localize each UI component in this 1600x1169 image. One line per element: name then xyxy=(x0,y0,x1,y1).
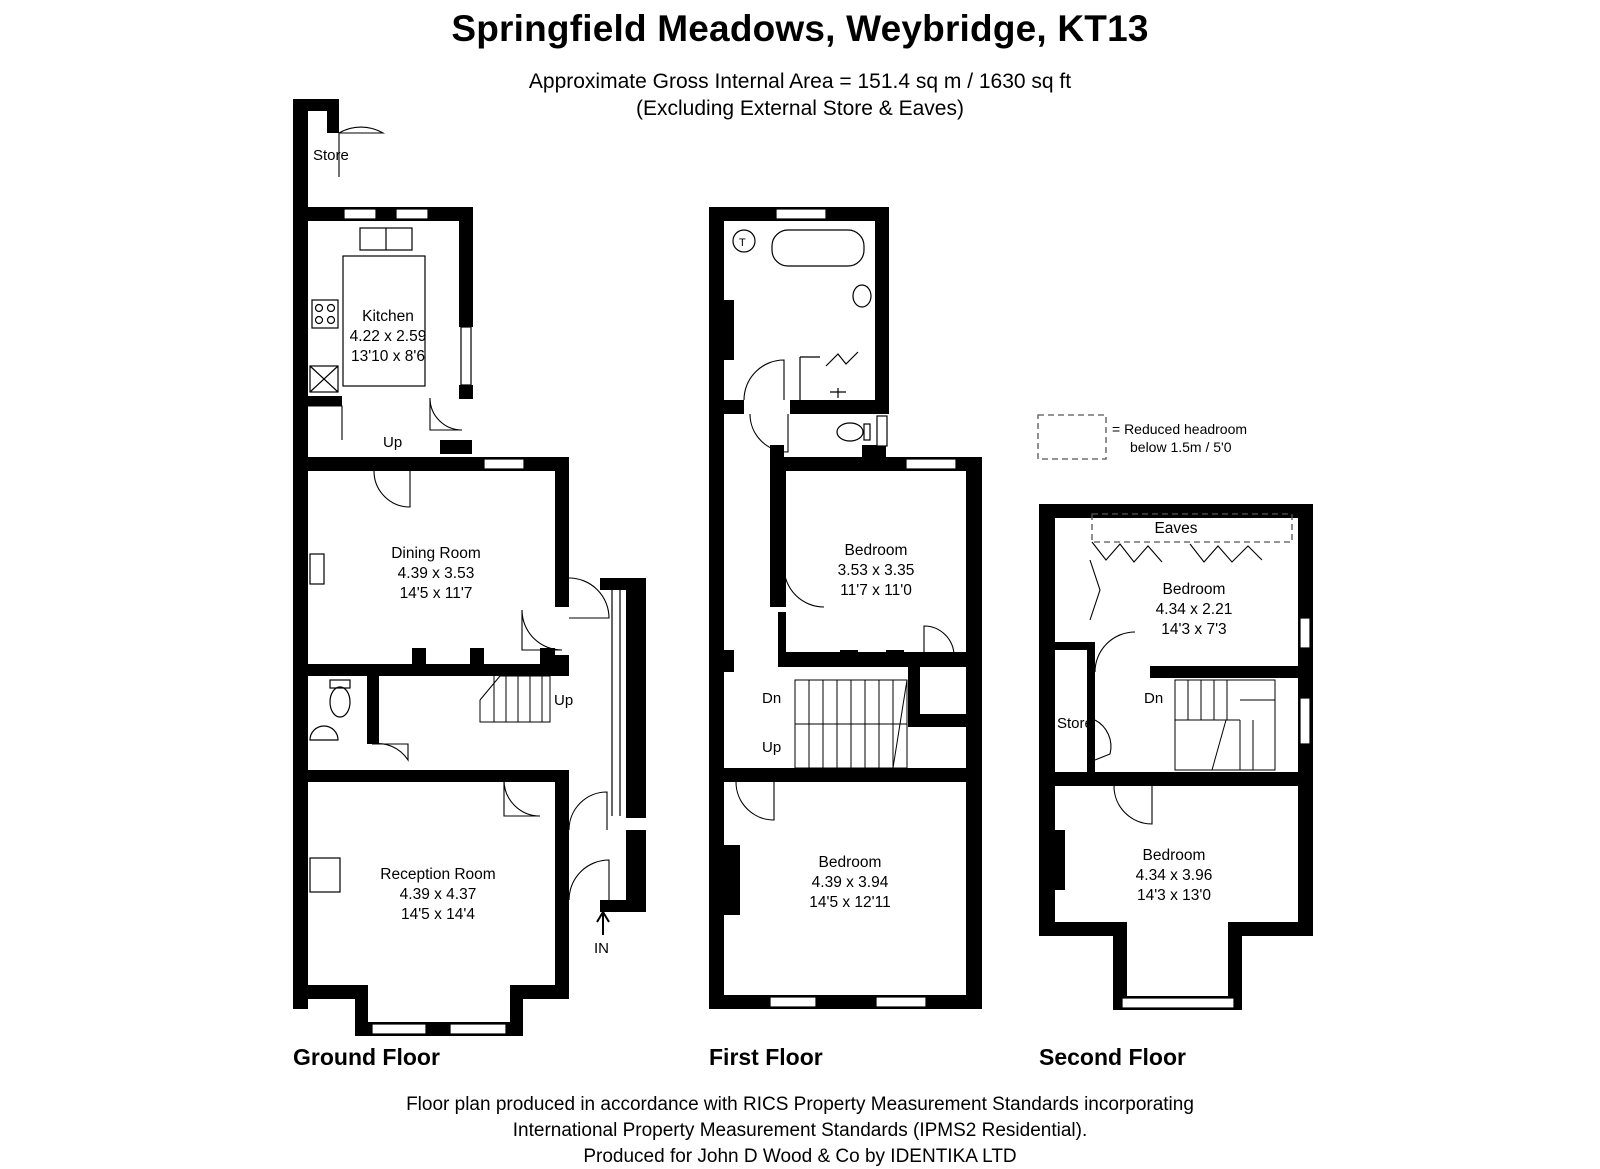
entrance-arrow-icon xyxy=(597,912,609,935)
reception-fireplace-icon xyxy=(310,858,340,892)
second-rear-bedroom-door[interactable] xyxy=(1095,632,1135,672)
second-rear-bedroom-imperial: 14'3 x 7'3 xyxy=(1161,621,1227,638)
footer-line-3: Produced for John D Wood & Co by IDENTIKA LTD xyxy=(583,1146,1017,1167)
second-rear-bedroom-metric: 4.34 x 2.21 xyxy=(1155,601,1233,618)
first-front-bedroom-door[interactable] xyxy=(736,782,774,820)
dining-fireplace-icon xyxy=(310,554,324,584)
second-front-bedroom-north-wall xyxy=(1055,772,1298,786)
first-front-window-2 xyxy=(876,997,926,1007)
first-east-wall xyxy=(966,457,982,1009)
kitchen-back-door[interactable] xyxy=(430,398,462,430)
kitchen-imperial: 13'10 x 8'6 xyxy=(350,348,426,365)
second-rear-window xyxy=(1300,618,1310,648)
first-rear-bedroom-window xyxy=(906,459,956,469)
reception-metric: 4.39 x 4.37 xyxy=(399,886,477,903)
basin-icon xyxy=(310,726,338,740)
first-south-wall xyxy=(709,995,982,1009)
first-up-label: Up xyxy=(762,739,782,756)
first-front-bedroom-metric: 4.39 x 3.94 xyxy=(811,874,889,891)
reception-window-2 xyxy=(450,1024,506,1034)
second-rear-bedroom-name: Bedroom xyxy=(1162,581,1226,598)
second-north-wall xyxy=(1039,504,1313,518)
kitchen-north-wall xyxy=(293,207,473,221)
first-front-window-1 xyxy=(770,997,816,1007)
first-rear-bedroom-imperial: 11'7 x 11'0 xyxy=(840,582,912,599)
reception-north-wall xyxy=(293,770,569,782)
footer-line-1: Floor plan produced in accordance with RICS Property Measurement Standards incorporating xyxy=(406,1094,1194,1115)
first-front-bedroom-imperial: 14'5 x 12'11 xyxy=(809,894,891,911)
second-down-label: Dn xyxy=(1144,690,1164,707)
second-floor-plan xyxy=(1039,504,1313,1070)
kitchen-metric: 4.22 x 2.59 xyxy=(349,328,427,345)
first-front-bedroom-north-wall xyxy=(724,768,966,782)
exclusion-note: (Excluding External Store & Eaves) xyxy=(636,97,964,120)
kitchen-window-1 xyxy=(344,209,376,219)
eaves-wardrobe-doors[interactable] xyxy=(1092,542,1262,562)
first-floor-label: First Floor xyxy=(709,1044,823,1070)
hall-east-wall xyxy=(626,578,646,818)
legend-line-1: = Reduced headroom xyxy=(1112,421,1248,437)
wc-window xyxy=(877,416,887,446)
dining-imperial: 14'5 x 11'7 xyxy=(399,585,473,602)
first-toilet-icon xyxy=(837,423,863,441)
second-front-bedroom-imperial: 14'3 x 13'0 xyxy=(1136,887,1212,904)
second-front-window xyxy=(1122,998,1234,1008)
dining-hall-door[interactable] xyxy=(522,610,562,650)
second-floor-label: Second Floor xyxy=(1039,1044,1186,1070)
kitchen-side-window xyxy=(461,327,471,385)
legend xyxy=(1038,415,1247,459)
bathtub-icon xyxy=(772,230,864,266)
hob-icon xyxy=(312,300,338,328)
dining-name: Dining Room xyxy=(391,545,481,562)
ground-floor-label: Ground Floor xyxy=(293,1044,440,1070)
cupboard-door[interactable] xyxy=(924,626,954,656)
ground-stairs-up-label: Up xyxy=(554,692,574,709)
first-down-label: Dn xyxy=(762,690,782,707)
dining-north-wall xyxy=(293,457,569,471)
footer-line-2: International Property Measurement Standards (IPMS2 Residential). xyxy=(512,1120,1088,1141)
front-door[interactable] xyxy=(569,860,609,900)
first-staircase xyxy=(795,680,907,768)
ground-floor-plan xyxy=(293,99,646,1070)
ground-west-wall xyxy=(293,99,308,1009)
bathroom-window xyxy=(776,209,826,219)
second-landing-window xyxy=(1300,698,1310,744)
reception-name: Reception Room xyxy=(380,866,496,883)
kitchen-window-2 xyxy=(396,209,428,219)
first-rear-bedroom-name: Bedroom xyxy=(844,542,908,559)
second-front-bedroom-name: Bedroom xyxy=(1142,847,1206,864)
reception-window-1 xyxy=(372,1024,426,1034)
second-west-wall xyxy=(1039,504,1055,936)
reduced-headroom-swatch xyxy=(1038,415,1106,459)
ground-staircase xyxy=(480,676,550,722)
reception-door[interactable] xyxy=(504,780,540,816)
first-rear-bedroom-metric: 3.53 x 3.35 xyxy=(837,562,915,579)
second-staircase xyxy=(1175,680,1275,770)
first-west-wall xyxy=(709,207,724,1009)
plan-title: Springfield Meadows, Weybridge, KT13 xyxy=(451,8,1149,49)
second-front-bedroom-door[interactable] xyxy=(1114,786,1152,824)
bathroom-door[interactable] xyxy=(744,360,784,400)
eaves-label: Eaves xyxy=(1154,520,1198,537)
tank-label: T xyxy=(739,237,746,249)
reception-imperial: 14'5 x 14'4 xyxy=(400,906,476,923)
second-store-label: Store xyxy=(1057,715,1093,732)
dining-metric: 4.39 x 3.53 xyxy=(397,565,475,582)
wc-door[interactable] xyxy=(372,744,408,760)
ground-mid-wall xyxy=(293,664,569,676)
dining-door[interactable] xyxy=(374,471,410,507)
gross-area-text: Approximate Gross Internal Area = 151.4 sq m / 1630 sq ft xyxy=(528,70,1072,93)
first-rear-bedroom-door[interactable] xyxy=(784,567,824,607)
kitchen-up-label: Up xyxy=(383,434,403,451)
second-front-bedroom-metric: 4.34 x 3.96 xyxy=(1135,867,1213,884)
ground-store-label: Store xyxy=(313,147,349,164)
first-front-bedroom-name: Bedroom xyxy=(818,854,882,871)
entrance-label: IN xyxy=(594,940,609,957)
legend-line-2: below 1.5m / 5'0 xyxy=(1130,439,1232,455)
first-floor-plan xyxy=(709,207,982,1070)
dining-window xyxy=(484,459,524,469)
shower-icon xyxy=(826,352,858,366)
toilet-icon xyxy=(330,687,350,717)
first-basin-icon xyxy=(853,285,871,307)
kitchen-name: Kitchen xyxy=(362,308,414,325)
second-store-door[interactable] xyxy=(1095,720,1111,760)
